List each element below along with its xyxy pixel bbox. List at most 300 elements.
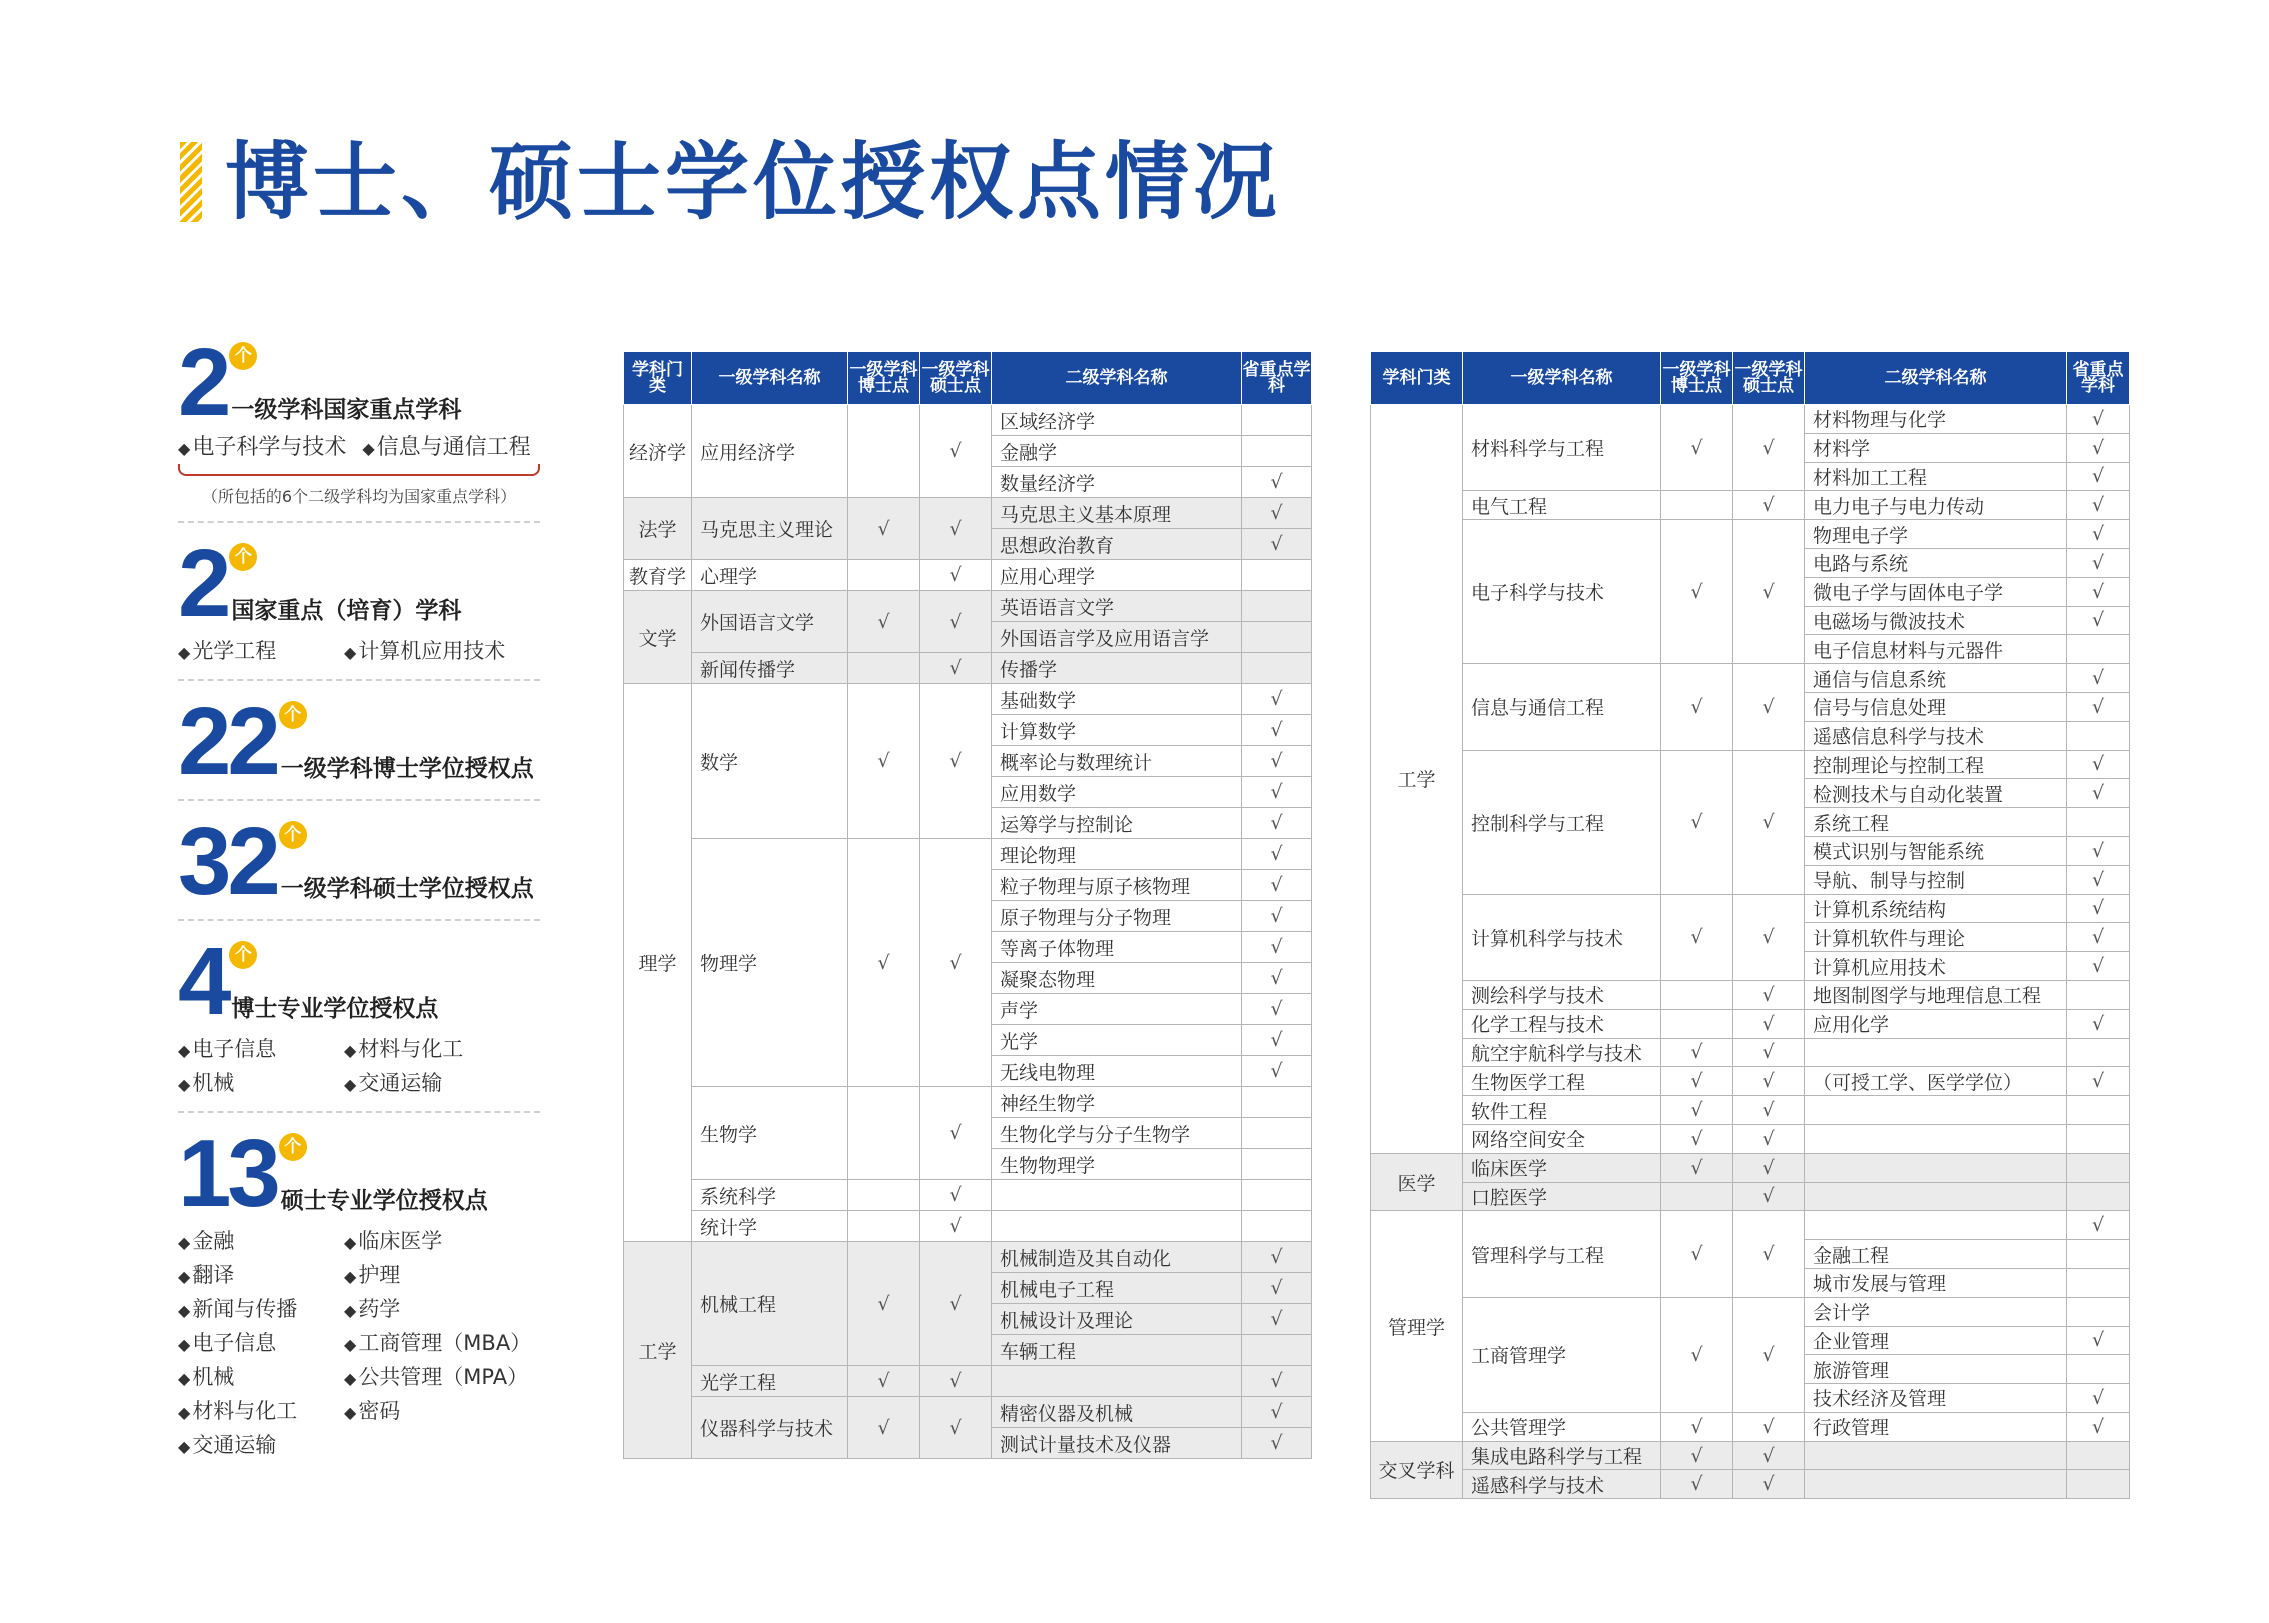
- stat-master-points: [178, 808, 540, 921]
- header-level2-name: 二级学科名称: [1805, 352, 2067, 405]
- provincial-cell: [2067, 1240, 2130, 1269]
- level2-name-cell: 等离子体物理: [992, 932, 1242, 963]
- stat-number: 2: [178, 329, 228, 436]
- level2-name-cell: 检测技术与自动化装置: [1805, 779, 2067, 808]
- provincial-cell: √: [2067, 548, 2130, 577]
- table-row: [624, 1180, 1312, 1211]
- provincial-cell: √: [1242, 746, 1312, 777]
- stat-item: ◆ 信息与通信工程: [362, 430, 530, 461]
- stat-item: ◆ 光学工程: [178, 635, 328, 665]
- level1-name-cell: 管理科学与工程: [1463, 1211, 1661, 1297]
- master-cell: √: [920, 839, 992, 1087]
- table-row: [1371, 1441, 2130, 1470]
- category-cell: 工学: [624, 1242, 692, 1459]
- provincial-cell: [2067, 1441, 2130, 1470]
- provincial-cell: [2067, 1153, 2130, 1182]
- category-cell: 经济学: [624, 405, 692, 498]
- level2-name-cell: [1805, 1124, 2067, 1153]
- stat-item: ◆ 交通运输: [178, 1429, 328, 1459]
- level1-name-cell: 统计学: [692, 1211, 848, 1242]
- doctoral-cell: √: [1661, 1211, 1733, 1297]
- master-cell: √: [1733, 664, 1805, 750]
- header-master: 一级学科硕士点: [1733, 352, 1805, 405]
- table-row: [624, 1397, 1312, 1428]
- doctoral-cell: [848, 1211, 920, 1242]
- provincial-cell: [1242, 591, 1312, 622]
- table-row: [1371, 894, 2130, 923]
- stat-item: ◆ 计算机应用技术: [344, 635, 540, 665]
- category-cell: 教育学: [624, 560, 692, 591]
- provincial-cell: [1242, 1118, 1312, 1149]
- table-row: [624, 1242, 1312, 1273]
- provincial-cell: √: [1242, 994, 1312, 1025]
- level2-name-cell: 理论物理: [992, 839, 1242, 870]
- stat-label: 博士专业学位授权点: [231, 996, 439, 1022]
- doctoral-cell: [848, 653, 920, 684]
- level2-name-cell: [1805, 1182, 2067, 1211]
- master-cell: √: [1733, 1124, 1805, 1153]
- level1-name-cell: 临床医学: [1463, 1153, 1661, 1182]
- table-row: [624, 560, 1312, 591]
- provincial-cell: [2067, 635, 2130, 664]
- stat-number: 32: [178, 808, 277, 915]
- category-cell: 理学: [624, 684, 692, 1242]
- provincial-cell: [1242, 1087, 1312, 1118]
- level1-name-cell: 电子科学与技术: [1463, 520, 1661, 664]
- level2-name-cell: 马克思主义基本原理: [992, 498, 1242, 529]
- provincial-cell: √: [2067, 1211, 2130, 1240]
- provincial-cell: √: [2067, 1067, 2130, 1096]
- doctoral-cell: √: [848, 591, 920, 653]
- level2-name-cell: 传播学: [992, 653, 1242, 684]
- level1-name-cell: 应用经济学: [692, 405, 848, 498]
- table-row: [624, 591, 1312, 622]
- header-category: 学科门类: [1371, 352, 1463, 405]
- doctoral-cell: √: [1661, 1470, 1733, 1499]
- provincial-cell: √: [1242, 1304, 1312, 1335]
- header-level1-name: 一级学科名称: [1463, 352, 1661, 405]
- provincial-cell: √: [1242, 1056, 1312, 1087]
- stat-national-key: [178, 329, 540, 523]
- stat-note: （所包括的6个二级学科均为国家重点学科）: [201, 487, 517, 506]
- level1-name-cell: 外国语言文学: [692, 591, 848, 653]
- category-cell: 医学: [1371, 1153, 1463, 1211]
- level1-name-cell: 新闻传播学: [692, 653, 848, 684]
- table-row: [1371, 1009, 2130, 1038]
- provincial-cell: [1242, 560, 1312, 591]
- provincial-cell: [2067, 1297, 2130, 1326]
- master-cell: √: [1733, 894, 1805, 980]
- provincial-cell: [2067, 1182, 2130, 1211]
- provincial-cell: √: [2067, 491, 2130, 520]
- table-row: [1371, 1211, 2130, 1240]
- level2-name-cell: 金融学: [992, 436, 1242, 467]
- level2-name-cell: 会计学: [1805, 1297, 2067, 1326]
- master-cell: √: [920, 1397, 992, 1459]
- provincial-cell: √: [1242, 1025, 1312, 1056]
- stat-unit-badge: 个: [229, 342, 257, 370]
- level2-name-cell: [1805, 1470, 2067, 1499]
- level1-name-cell: 化学工程与技术: [1463, 1009, 1661, 1038]
- level1-name-cell: 航空宇航科学与技术: [1463, 1038, 1661, 1067]
- level2-name-cell: 计算机应用技术: [1805, 952, 2067, 981]
- stat-item: ◆ 翻译: [178, 1259, 328, 1289]
- level2-name-cell: 模式识别与智能系统: [1805, 836, 2067, 865]
- master-cell: √: [1733, 520, 1805, 664]
- provincial-cell: √: [2067, 952, 2130, 981]
- stat-item: ◆ 密码: [344, 1395, 540, 1425]
- doctoral-cell: [848, 1087, 920, 1180]
- table-row: [624, 1211, 1312, 1242]
- level2-name-cell: 机械制造及其自动化: [992, 1242, 1242, 1273]
- table-row: [624, 405, 1312, 436]
- level1-name-cell: 物理学: [692, 839, 848, 1087]
- level2-name-cell: 微电子学与固体电子学: [1805, 577, 2067, 606]
- provincial-cell: [1242, 1149, 1312, 1180]
- table-row: [1371, 405, 2130, 434]
- level2-name-cell: 无线电物理: [992, 1056, 1242, 1087]
- doctoral-cell: [1661, 1009, 1733, 1038]
- table-header-row: [1371, 352, 2130, 405]
- brace-mark: [178, 464, 540, 476]
- stat-label: 一级学科国家重点学科: [231, 397, 462, 423]
- page-title: 博士、硕士学位授权点情况: [225, 133, 1282, 231]
- level2-name-cell: 材料物理与化学: [1805, 405, 2067, 434]
- level2-name-cell: [1805, 1441, 2067, 1470]
- level2-name-cell: 概率论与数理统计: [992, 746, 1242, 777]
- provincial-cell: √: [1242, 1397, 1312, 1428]
- doctoral-cell: √: [848, 498, 920, 560]
- level1-name-cell: 机械工程: [692, 1242, 848, 1366]
- master-cell: √: [920, 1242, 992, 1366]
- level2-name-cell: 物理电子学: [1805, 520, 2067, 549]
- table-row: [1371, 1067, 2130, 1096]
- level1-name-cell: 电气工程: [1463, 491, 1661, 520]
- stat-item: ◆ 机械: [178, 1361, 328, 1391]
- stat-number: 13: [178, 1120, 277, 1227]
- level2-name-cell: 导航、制导与控制: [1805, 865, 2067, 894]
- master-cell: √: [920, 560, 992, 591]
- level2-name-cell: [992, 1211, 1242, 1242]
- master-cell: √: [920, 1366, 992, 1397]
- level2-name-cell: 应用化学: [1805, 1009, 2067, 1038]
- doctoral-cell: √: [1661, 1441, 1733, 1470]
- provincial-cell: √: [1242, 870, 1312, 901]
- master-cell: √: [920, 1087, 992, 1180]
- master-cell: √: [920, 684, 992, 839]
- header-level1-name: 一级学科名称: [692, 352, 848, 405]
- provincial-cell: [2067, 721, 2130, 750]
- level2-name-cell: 遥感信息科学与技术: [1805, 721, 2067, 750]
- category-cell: 交叉学科: [1371, 1441, 1463, 1499]
- provincial-cell: [1242, 653, 1312, 684]
- doctoral-cell: √: [1661, 894, 1733, 980]
- provincial-cell: √: [2067, 1326, 2130, 1355]
- provincial-cell: [2067, 1268, 2130, 1297]
- level1-name-cell: 马克思主义理论: [692, 498, 848, 560]
- table-row: [1371, 664, 2130, 693]
- doctoral-cell: √: [1661, 1096, 1733, 1125]
- master-cell: √: [1733, 1297, 1805, 1412]
- level2-name-cell: 计算机系统结构: [1805, 894, 2067, 923]
- level2-name-cell: 电磁场与微波技术: [1805, 606, 2067, 635]
- stat-label: 一级学科硕士学位授权点: [280, 876, 534, 902]
- level2-name-cell: 旅游管理: [1805, 1355, 2067, 1384]
- provincial-cell: √: [1242, 1273, 1312, 1304]
- table-row: [1371, 520, 2130, 549]
- stat-item: ◆ 药学: [344, 1293, 540, 1323]
- provincial-cell: √: [1242, 777, 1312, 808]
- provincial-cell: [1242, 1335, 1312, 1366]
- provincial-cell: √: [2067, 779, 2130, 808]
- provincial-cell: [2067, 980, 2130, 1009]
- category-cell: 工学: [1371, 405, 1463, 1154]
- doctoral-cell: √: [1661, 1297, 1733, 1412]
- level1-name-cell: 测绘科学与技术: [1463, 980, 1661, 1009]
- provincial-cell: √: [1242, 498, 1312, 529]
- stat-item: ◆ 电子信息: [178, 1033, 328, 1063]
- title-accent-bar: [180, 142, 202, 222]
- level2-name-cell: 电力电子与电力传动: [1805, 491, 2067, 520]
- stats-panel: [178, 329, 540, 1491]
- table-row: [1371, 1096, 2130, 1125]
- stat-number: 2: [178, 530, 228, 637]
- level2-name-cell: 车辆工程: [992, 1335, 1242, 1366]
- level1-name-cell: 生物学: [692, 1087, 848, 1180]
- level2-name-cell: 机械设计及理论: [992, 1304, 1242, 1335]
- degree-table-left: [623, 351, 1312, 1459]
- level2-name-cell: 数量经济学: [992, 467, 1242, 498]
- level2-name-cell: 控制理论与控制工程: [1805, 750, 2067, 779]
- level1-name-cell: 材料科学与工程: [1463, 405, 1661, 491]
- stat-item: ◆ 金融: [178, 1225, 328, 1255]
- doctoral-cell: √: [1661, 1067, 1733, 1096]
- level2-name-cell: 思想政治教育: [992, 529, 1242, 560]
- stat-label: 国家重点（培育）学科: [231, 598, 462, 624]
- stat-item: ◆ 工商管理（MBA）: [344, 1327, 540, 1357]
- level1-name-cell: 集成电路科学与工程: [1463, 1441, 1661, 1470]
- level1-name-cell: 生物医学工程: [1463, 1067, 1661, 1096]
- provincial-cell: √: [1242, 901, 1312, 932]
- table-row: [624, 498, 1312, 529]
- level2-name-cell: 计算数学: [992, 715, 1242, 746]
- level2-name-cell: 运筹学与控制论: [992, 808, 1242, 839]
- provincial-cell: [2067, 1038, 2130, 1067]
- provincial-cell: √: [1242, 808, 1312, 839]
- provincial-cell: √: [2067, 1384, 2130, 1413]
- level2-name-cell: （可授工学、医学学位）: [1805, 1067, 2067, 1096]
- level2-name-cell: 信号与信息处理: [1805, 692, 2067, 721]
- table-header-row: [624, 352, 1312, 405]
- master-cell: √: [920, 591, 992, 653]
- level2-name-cell: 电子信息材料与元器件: [1805, 635, 2067, 664]
- level2-name-cell: [1805, 1211, 2067, 1240]
- level1-name-cell: 心理学: [692, 560, 848, 591]
- master-cell: √: [1733, 750, 1805, 894]
- doctoral-cell: √: [1661, 750, 1733, 894]
- provincial-cell: √: [1242, 963, 1312, 994]
- provincial-cell: √: [1242, 715, 1312, 746]
- level2-name-cell: 企业管理: [1805, 1326, 2067, 1355]
- doctoral-cell: √: [848, 839, 920, 1087]
- master-cell: √: [920, 405, 992, 498]
- master-cell: √: [1733, 1153, 1805, 1182]
- level2-name-cell: 光学: [992, 1025, 1242, 1056]
- header-category: 学科门类: [624, 352, 692, 405]
- stat-national-key-cultivation: [178, 530, 540, 681]
- level2-name-cell: [1805, 1096, 2067, 1125]
- stat-unit-badge: 个: [229, 941, 257, 969]
- header-provincial: 省重点学科: [2067, 352, 2130, 405]
- stat-number: 4: [178, 928, 228, 1035]
- master-cell: √: [1733, 1441, 1805, 1470]
- doctoral-cell: [848, 405, 920, 498]
- table-row: [624, 1366, 1312, 1397]
- provincial-cell: [2067, 1470, 2130, 1499]
- table-row: [624, 653, 1312, 684]
- table-row: [1371, 1038, 2130, 1067]
- provincial-cell: √: [1242, 684, 1312, 715]
- master-cell: √: [920, 653, 992, 684]
- level1-name-cell: 仪器科学与技术: [692, 1397, 848, 1459]
- stat-doctoral-professional: [178, 928, 540, 1113]
- master-cell: √: [1733, 1182, 1805, 1211]
- level2-name-cell: [992, 1180, 1242, 1211]
- level1-name-cell: 系统科学: [692, 1180, 848, 1211]
- level2-name-cell: 计算机软件与理论: [1805, 923, 2067, 952]
- level2-name-cell: 精密仪器及机械: [992, 1397, 1242, 1428]
- level2-name-cell: 地图制图学与地理信息工程: [1805, 980, 2067, 1009]
- level1-name-cell: 信息与通信工程: [1463, 664, 1661, 750]
- provincial-cell: √: [1242, 467, 1312, 498]
- level2-name-cell: 外国语言学及应用语言学: [992, 622, 1242, 653]
- master-cell: √: [1733, 1412, 1805, 1441]
- category-cell: 文学: [624, 591, 692, 684]
- table-row: [1371, 1297, 2130, 1326]
- level2-name-cell: 英语语言文学: [992, 591, 1242, 622]
- category-cell: 法学: [624, 498, 692, 560]
- master-cell: √: [1733, 1470, 1805, 1499]
- stat-item: ◆ 公共管理（MPA）: [344, 1361, 540, 1391]
- doctoral-cell: [848, 1180, 920, 1211]
- doctoral-cell: [1661, 980, 1733, 1009]
- provincial-cell: √: [1242, 1242, 1312, 1273]
- table-row: [624, 839, 1312, 870]
- table-row: [1371, 1412, 2130, 1441]
- stat-item: ◆ 临床医学: [344, 1225, 540, 1255]
- provincial-cell: [1242, 1180, 1312, 1211]
- degree-table-right: [1370, 351, 2130, 1499]
- level2-name-cell: 技术经济及管理: [1805, 1384, 2067, 1413]
- provincial-cell: √: [1242, 1366, 1312, 1397]
- level2-name-cell: 区域经济学: [992, 405, 1242, 436]
- stat-number: 22: [178, 688, 277, 795]
- provincial-cell: √: [2067, 520, 2130, 549]
- stat-label: 硕士专业学位授权点: [280, 1188, 488, 1214]
- level2-name-cell: [1805, 1038, 2067, 1067]
- header-level2-name: 二级学科名称: [992, 352, 1242, 405]
- level2-name-cell: 金融工程: [1805, 1240, 2067, 1269]
- doctoral-cell: √: [1661, 1124, 1733, 1153]
- level2-name-cell: 凝聚态物理: [992, 963, 1242, 994]
- stat-unit-badge: 个: [229, 543, 257, 571]
- provincial-cell: √: [2067, 664, 2130, 693]
- master-cell: √: [920, 498, 992, 560]
- provincial-cell: √: [2067, 865, 2130, 894]
- provincial-cell: √: [2067, 433, 2130, 462]
- master-cell: √: [1733, 491, 1805, 520]
- doctoral-cell: √: [848, 1366, 920, 1397]
- stat-item: ◆ 交通运输: [344, 1067, 540, 1097]
- level1-name-cell: 口腔医学: [1463, 1182, 1661, 1211]
- level1-name-cell: 光学工程: [692, 1366, 848, 1397]
- level2-name-cell: [992, 1366, 1242, 1397]
- table-row: [1371, 750, 2130, 779]
- provincial-cell: √: [2067, 405, 2130, 434]
- level2-name-cell: 神经生物学: [992, 1087, 1242, 1118]
- master-cell: √: [1733, 1096, 1805, 1125]
- provincial-cell: [1242, 436, 1312, 467]
- stat-doctoral-points: [178, 688, 540, 801]
- level2-name-cell: 应用数学: [992, 777, 1242, 808]
- level1-name-cell: 数学: [692, 684, 848, 839]
- provincial-cell: [1242, 405, 1312, 436]
- master-cell: √: [1733, 1009, 1805, 1038]
- header-doctoral: 一级学科博士点: [1661, 352, 1733, 405]
- level1-name-cell: 遥感科学与技术: [1463, 1470, 1661, 1499]
- provincial-cell: √: [1242, 1428, 1312, 1459]
- stat-item: ◆ 电子信息: [178, 1327, 328, 1357]
- table-row: [624, 1087, 1312, 1118]
- master-cell: √: [1733, 405, 1805, 491]
- doctoral-cell: √: [1661, 405, 1733, 491]
- provincial-cell: √: [2067, 692, 2130, 721]
- master-cell: √: [1733, 980, 1805, 1009]
- level2-name-cell: 机械电子工程: [992, 1273, 1242, 1304]
- table-row: [1371, 1182, 2130, 1211]
- doctoral-cell: [1661, 491, 1733, 520]
- level2-name-cell: 材料加工工程: [1805, 462, 2067, 491]
- provincial-cell: √: [2067, 923, 2130, 952]
- level2-name-cell: 生物物理学: [992, 1149, 1242, 1180]
- master-cell: √: [1733, 1067, 1805, 1096]
- provincial-cell: √: [2067, 894, 2130, 923]
- level2-name-cell: 城市发展与管理: [1805, 1268, 2067, 1297]
- level2-name-cell: 应用心理学: [992, 560, 1242, 591]
- level1-name-cell: 计算机科学与技术: [1463, 894, 1661, 980]
- stat-label: 一级学科博士学位授权点: [280, 756, 534, 782]
- level2-name-cell: 电路与系统: [1805, 548, 2067, 577]
- table-row: [624, 684, 1312, 715]
- stat-item: ◆ 护理: [344, 1259, 540, 1289]
- level1-name-cell: 公共管理学: [1463, 1412, 1661, 1441]
- master-cell: √: [920, 1211, 992, 1242]
- doctoral-cell: √: [848, 684, 920, 839]
- level2-name-cell: 材料学: [1805, 433, 2067, 462]
- stat-item: ◆ 机械: [178, 1067, 328, 1097]
- provincial-cell: [2067, 1096, 2130, 1125]
- provincial-cell: [1242, 1211, 1312, 1242]
- header-doctoral: 一级学科博士点: [848, 352, 920, 405]
- doctoral-cell: √: [1661, 664, 1733, 750]
- table-row: [1371, 491, 2130, 520]
- provincial-cell: √: [1242, 839, 1312, 870]
- provincial-cell: [2067, 1124, 2130, 1153]
- table-row: [1371, 980, 2130, 1009]
- doctoral-cell: √: [1661, 520, 1733, 664]
- provincial-cell: [1242, 622, 1312, 653]
- level2-name-cell: 原子物理与分子物理: [992, 901, 1242, 932]
